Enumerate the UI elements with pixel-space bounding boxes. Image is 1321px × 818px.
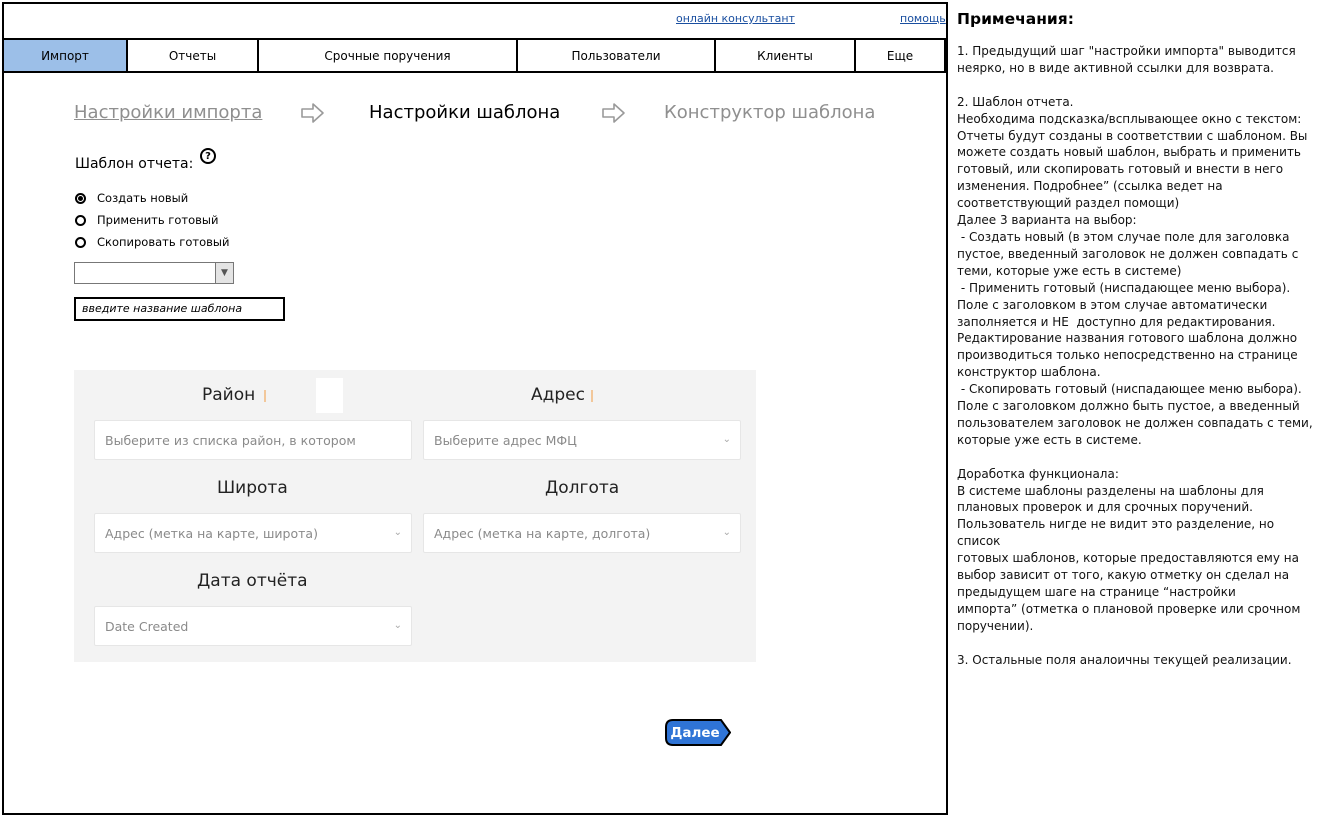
blank-block — [316, 378, 343, 413]
nav-item-clients[interactable]: Клиенты — [716, 40, 856, 71]
nav-item-users[interactable]: Пользователи — [518, 40, 716, 71]
address-select[interactable] — [423, 420, 741, 460]
field-marker — [264, 390, 266, 402]
report-date-placeholder: Date Created — [105, 618, 189, 634]
rayon-placeholder: Выберите из списка район, в котором — [105, 432, 356, 448]
notes-panel — [957, 10, 1317, 669]
chevron-down-icon: ⌄ — [722, 434, 731, 445]
radio-button[interactable] — [75, 193, 86, 204]
chevron-down-icon: ⌄ — [393, 620, 402, 631]
online-consultant-link[interactable]: онлайн консультант — [676, 12, 795, 25]
help-link[interactable]: помощь — [900, 12, 946, 25]
main-nav — [2, 38, 946, 73]
radio-label: Применить готовый — [97, 213, 219, 227]
address-placeholder: Выберите адрес МФЦ — [434, 432, 577, 448]
chevron-down-icon: ⌄ — [393, 527, 402, 538]
radio-label: Скопировать готовый — [97, 235, 230, 249]
radio-copy-ready[interactable] — [75, 235, 229, 249]
latitude-label: Широта — [217, 478, 288, 498]
latitude-placeholder: Адрес (метка на карте, широта) — [105, 525, 318, 541]
arrow-right-icon — [602, 102, 626, 124]
radio-button[interactable] — [75, 237, 86, 248]
next-button[interactable] — [665, 719, 731, 746]
report-date-select[interactable] — [94, 606, 412, 646]
template-name-input[interactable]: введите название шаблона — [74, 297, 285, 321]
longitude-placeholder: Адрес (метка на карте, долгота) — [434, 525, 651, 541]
template-select[interactable] — [74, 262, 234, 284]
rayon-label: Район — [202, 385, 256, 405]
nav-item-reports[interactable]: Отчеты — [128, 40, 259, 71]
dropdown-arrow-icon[interactable]: ▼ — [215, 263, 233, 283]
help-question-icon[interactable]: ? — [200, 148, 216, 164]
template-select-value — [75, 263, 215, 283]
latitude-select[interactable] — [94, 513, 412, 553]
next-button-label: Далее — [670, 724, 720, 741]
chevron-down-icon: ⌄ — [722, 527, 731, 538]
longitude-label: Долгота — [545, 478, 620, 498]
radio-apply-ready[interactable] — [75, 213, 218, 227]
import-fields-panel — [74, 370, 756, 662]
rayon-input[interactable] — [94, 420, 412, 460]
report-date-label: Дата отчёта — [197, 571, 308, 591]
notes-body: 1. Предыдущий шаг "настройки импорта" выводится неярко, но в виде активной ссылки для возврата. 2. Шаблон отчета. Необходима подсказка/всплывающее окно с текстом: Отчеты будут созданы в соответствии с шаблоном. Вы можете создать новый шаблон, выбрать и применить готовый, или скопировать готовый и внести в него изменения. Подробнее” (ссылка ведет на соответствующий раздел помощи) Далее 3 варианта на выбор: - Создать новый (в этом случае поле для заголовка пустое, введенный заголовок не должен совпадать с теми, которые уже есть в системе) - Применить готовый (ниспадающее меню выбора). Поле с заголовком в этом случае автоматически заполняется и НЕ доступно для редактирования. Редактирование названия готового шаблона должно производиться только непосредственно на странице конструктор шаблона. - Скопировать готовый (ниспадающее меню выбора). Поле с заголовком должно быть пустое, а введенный пользователем заголовок не должен совпадать с теми, которые уже есть в системе. Доработка функционала: В системе шаблоны разделены на шаблоны для плановых проверок и для срочных поручений. Пользователь нигде не видит это разделение, но список готовых шаблонов, которые предоставляются ему на выбор зависит от того, какую отметку он сделал на предыдущем шаге на странице “настройки импорта” (отметка о плановой проверке или срочном поручении). 3. Остальные поля аналоичны текущей реализации. — [957, 44, 1313, 667]
step-template-constructor: Конструктор шаблона — [664, 102, 876, 123]
nav-item-more[interactable]: Еще — [886, 48, 914, 63]
radio-label: Создать новый — [97, 191, 189, 205]
template-label: Шаблон отчета: — [75, 156, 194, 172]
nav-item-import[interactable]: Импорт — [4, 40, 128, 71]
arrow-right-icon — [301, 102, 325, 124]
nav-item-urgent-orders[interactable]: Срочные поручения — [259, 40, 518, 71]
field-marker — [591, 390, 593, 402]
radio-create-new[interactable] — [75, 191, 188, 205]
longitude-select[interactable] — [423, 513, 741, 553]
address-label: Адрес — [531, 385, 585, 405]
step-template-settings: Настройки шаблона — [369, 102, 561, 123]
step-import-settings-link[interactable]: Настройки импорта — [74, 102, 263, 123]
notes-title: Примечания: — [957, 10, 1074, 28]
radio-button[interactable] — [75, 215, 86, 226]
